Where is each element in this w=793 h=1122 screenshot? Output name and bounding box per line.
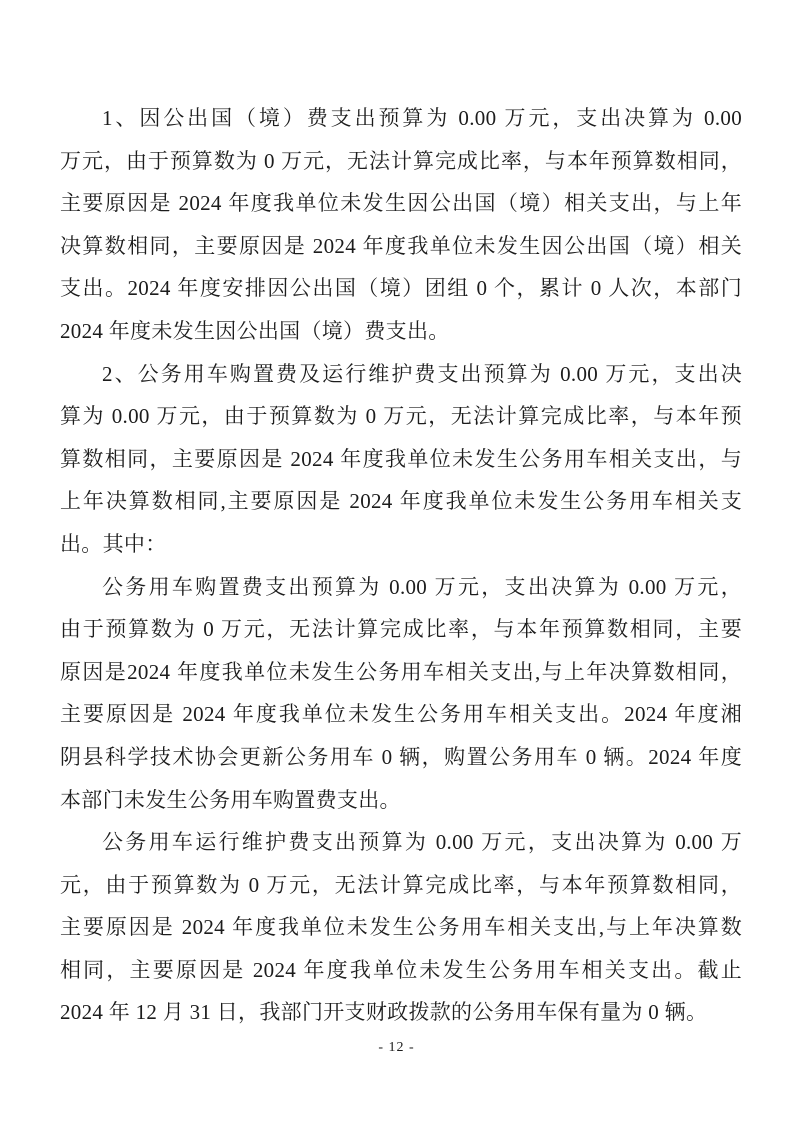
paragraph-line: 支出。2024 年度安排因公出国（境）团组 0 个，累计 0 人次，本部门 [60, 276, 742, 301]
paragraph-line: 公务用车购置费支出预算为 0.00 万元，支出决算为 0.00 万元， [102, 574, 742, 599]
paragraph-line: 本部门未发生公务用车购置费支出。 [60, 787, 401, 812]
paragraph-line: 主要原因是 2024 年度我单位未发生因公出国（境）相关支出，与上年 [60, 191, 742, 216]
paragraph-line: 2024 年度未发生因公出国（境）费支出。 [60, 318, 450, 343]
paragraph-overseas-travel-expense [60, 97, 742, 353]
paragraph-line: 2024 年 12 月 31 日，我部门开支财政拨款的公务用车保有量为 0 辆。 [60, 1000, 708, 1025]
paragraph-line: 决算数相同，主要原因是 2024 年度我单位未发生因公出国（境）相关 [60, 233, 742, 258]
paragraph-line: 1、因公出国（境）费支出预算为 0.00 万元，支出决算为 0.00 [102, 106, 742, 130]
paragraph-line: 2、公务用车购置费及运行维护费支出预算为 0.00 万元，支出决 [102, 361, 742, 386]
paragraph-line: 万元，由于预算数为 0 万元，无法计算完成比率，与本年预算数相同， [60, 148, 742, 173]
paragraph-line: 主要原因是 2024 年度我单位未发生公务用车相关支出,与上年决算数 [60, 915, 742, 940]
paragraph-line: 原因是2024 年度我单位未发生公务用车相关支出,与上年决算数相同， [60, 659, 742, 684]
paragraph-line: 算为 0.00 万元，由于预算数为 0 万元，无法计算完成比率，与本年预 [60, 404, 742, 429]
paragraph-line: 算数相同，主要原因是 2024 年度我单位未发生公务用车相关支出，与 [60, 446, 742, 471]
paragraph-line: 上年决算数相同,主要原因是 2024 年度我单位未发生公务用车相关支 [60, 489, 742, 514]
paragraph-official-vehicle-total [60, 353, 742, 566]
paragraph-line: 出。其中： [60, 531, 167, 556]
paragraph-line: 由于预算数为 0 万元，无法计算完成比率，与本年预算数相同，主要 [60, 617, 742, 642]
paragraph-line: 主要原因是 2024 年度我单位未发生公务用车相关支出。2024 年度湘 [60, 702, 742, 727]
paragraph-line: 公务用车运行维护费支出预算为 0.00 万元，支出决算为 0.00 万 [102, 830, 742, 855]
page-content [60, 97, 742, 1034]
paragraph-line: 元，由于预算数为 0 万元，无法计算完成比率，与本年预算数相同， [60, 872, 742, 897]
paragraph-vehicle-purchase-expense [60, 566, 742, 822]
paragraph-line: 阴县科学技术协会更新公务用车 0 辆，购置公务用车 0 辆。2024 年度 [60, 744, 742, 769]
page-number: - 12 - [378, 1040, 415, 1055]
paragraph-line: 相同，主要原因是 2024 年度我单位未发生公务用车相关支出。截止 [60, 957, 742, 982]
paragraph-vehicle-maintenance-expense [60, 821, 742, 1034]
